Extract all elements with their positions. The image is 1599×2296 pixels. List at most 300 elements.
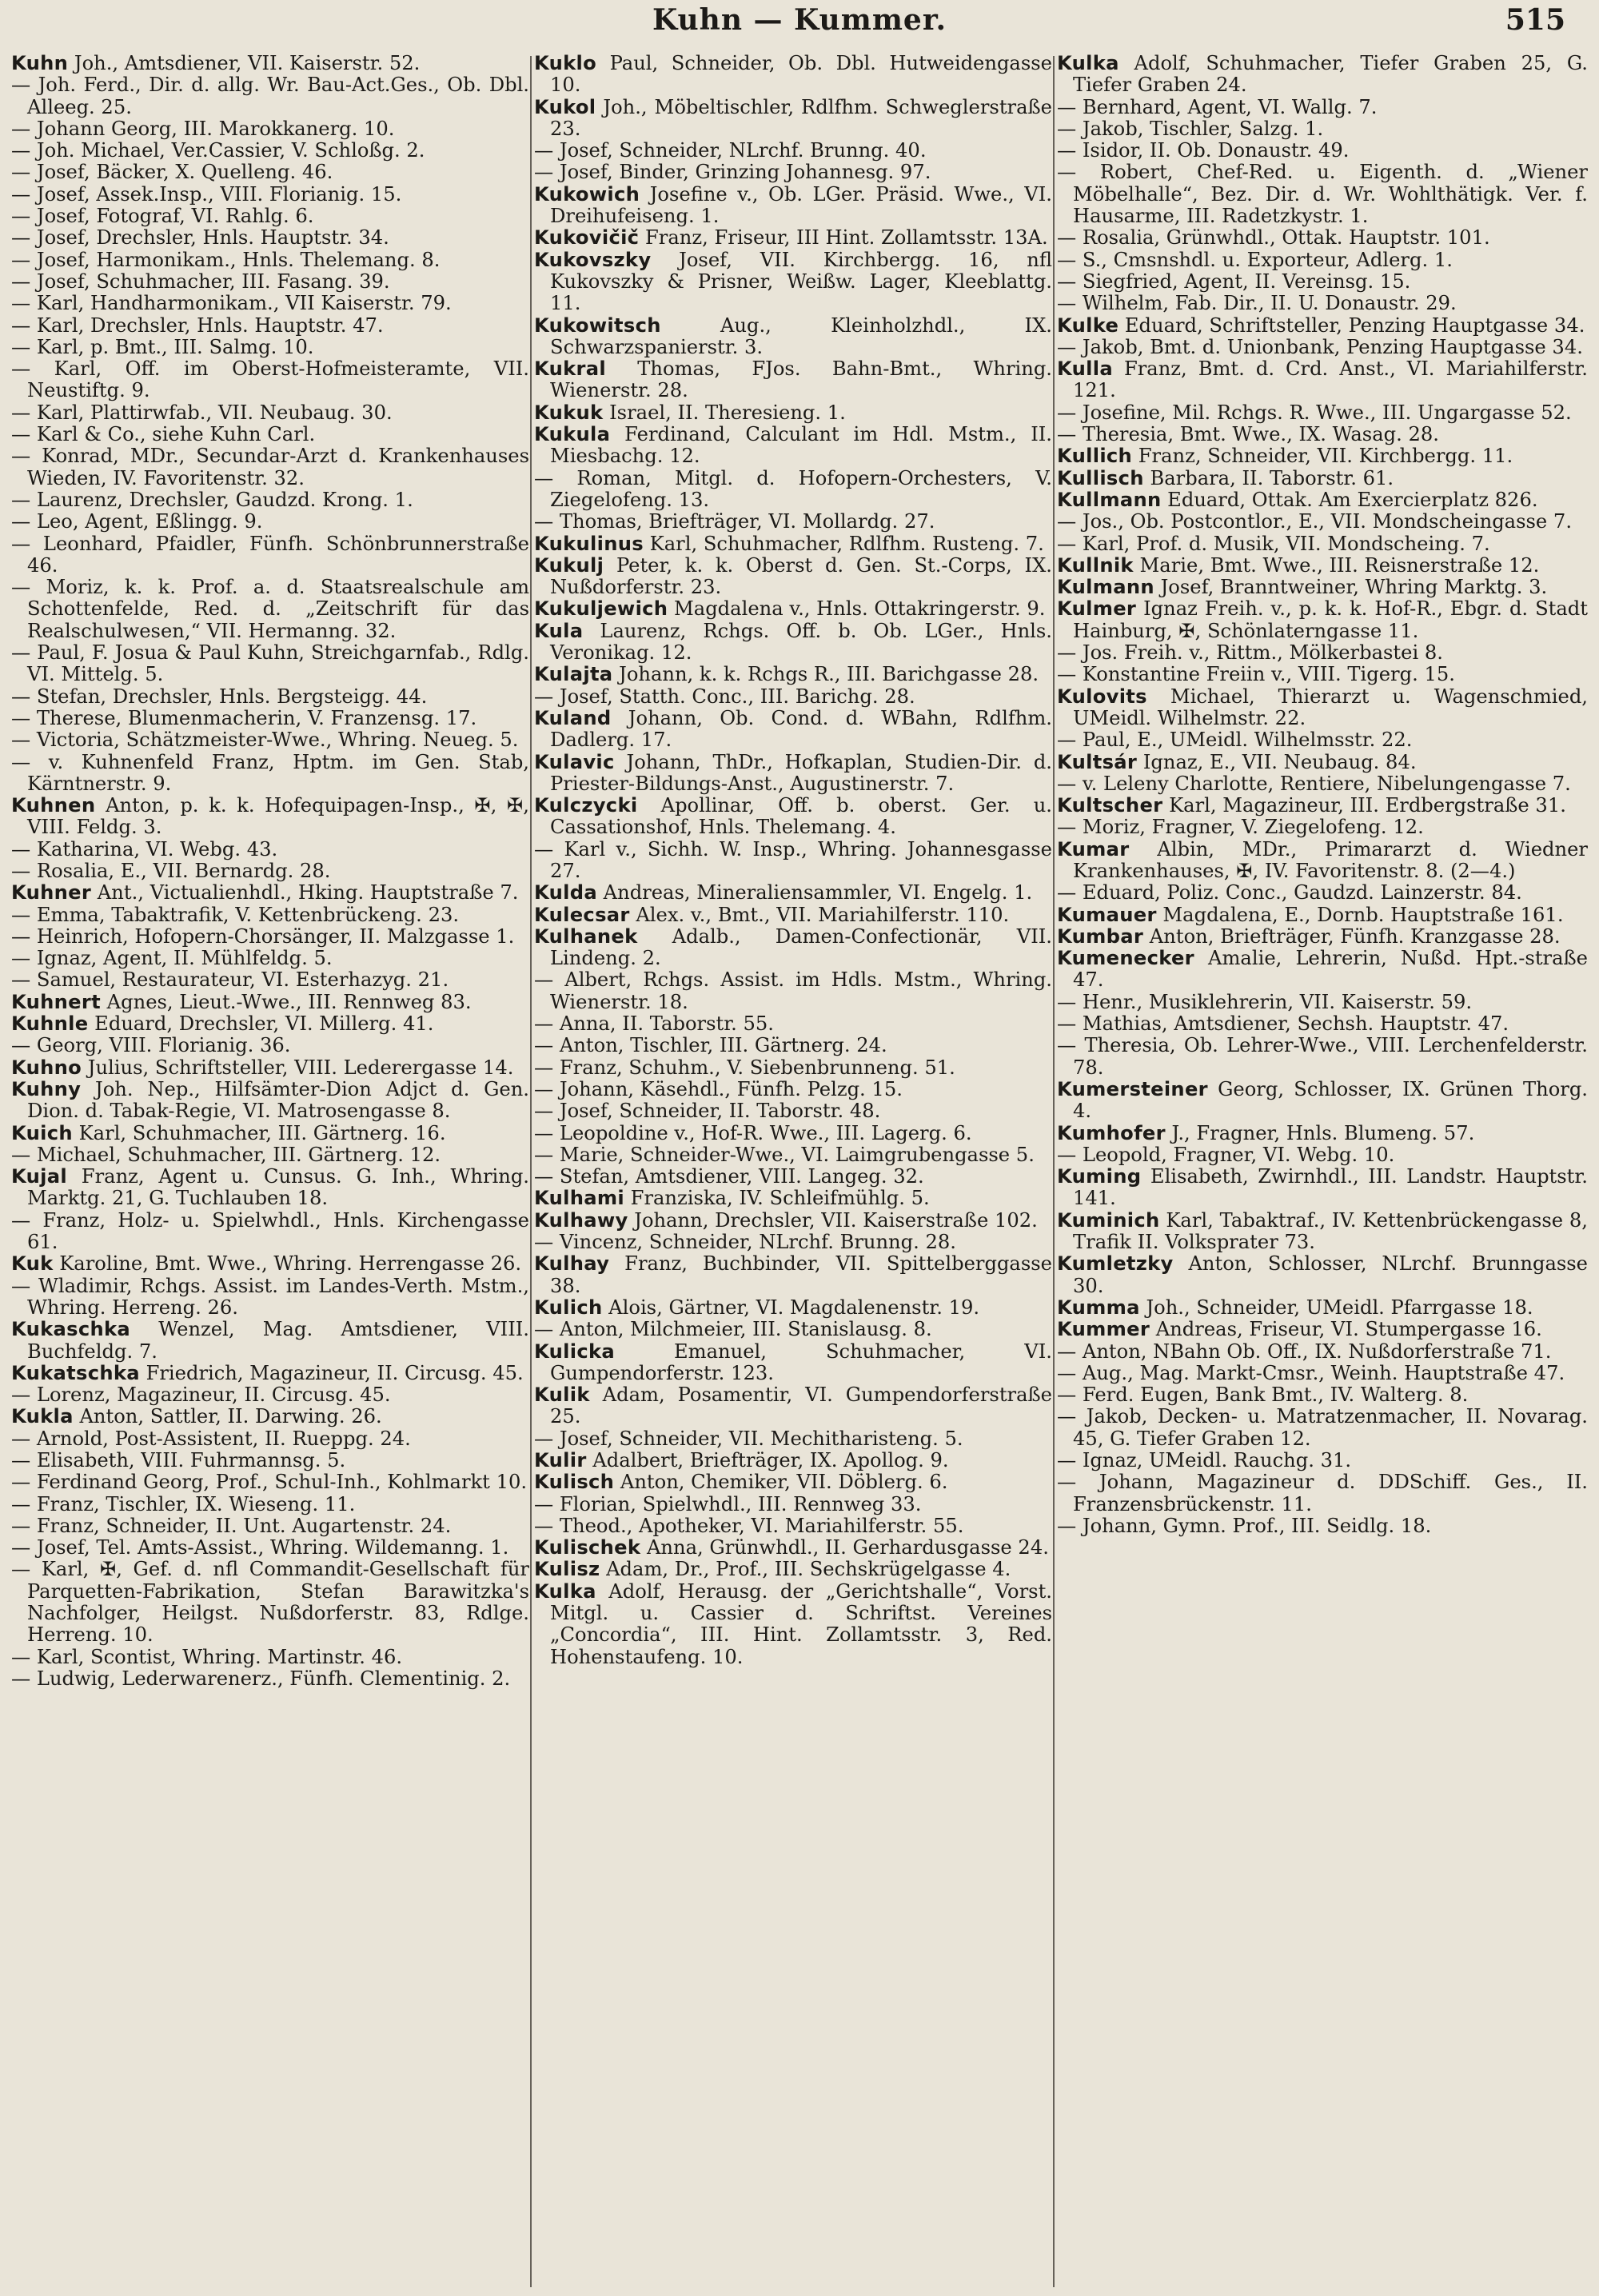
entry-text: Israel, II. Theresieng. 1. — [603, 401, 846, 424]
directory-entry — [534, 1210, 1052, 1232]
directory-entry — [11, 206, 529, 227]
entry-surname: Kulmer — [1057, 597, 1137, 621]
directory-entry — [11, 424, 529, 445]
directory-entry — [11, 926, 529, 948]
directory-entry — [11, 250, 529, 271]
directory-entry — [534, 1123, 1052, 1144]
directory-entry — [534, 140, 1052, 162]
directory-entry — [534, 882, 1052, 904]
directory-entry — [1057, 992, 1588, 1013]
directory-entry — [534, 1297, 1052, 1319]
entry-text: — Josef, Assek.Insp., VIII. Florianig. 15. — [11, 182, 402, 206]
entry-surname: Kukla — [11, 1405, 74, 1428]
entry-surname: Kulda — [534, 881, 597, 904]
entry-text: — v. Leleny Charlotte, Rentiere, Nibelungengasse 7. — [1057, 772, 1571, 795]
directory-entry — [1057, 1406, 1588, 1450]
entry-text: — Aug., Mag. Markt-Cmsr., Weinh. Hauptstraße 47. — [1057, 1361, 1565, 1384]
entry-text: Franziska, IV. Schleifmühlg. 5. — [624, 1187, 930, 1210]
directory-entry — [11, 795, 529, 839]
entry-text: — Leonhard, Pfaidler, Fünfh. Schönbrunnerstraße 46. — [11, 532, 529, 577]
directory-entry — [1057, 1384, 1588, 1406]
entry-surname: Kuhn — [11, 53, 69, 74]
entry-text: Wenzel, Mag. Amtsdiener, VIII. Buchfeldg. 7. — [27, 1318, 529, 1363]
entry-text: Andreas, Mineraliensammler, VI. Engelg. 1. — [596, 881, 1033, 904]
entry-text: — Leopold, Fragner, VI. Webg. 10. — [1057, 1143, 1395, 1166]
directory-entry — [1057, 271, 1588, 293]
entry-text: Friedrich, Magazineur, II. Circusg. 45. — [139, 1361, 524, 1384]
entry-text: — Karl, Off. im Oberst-Hofmeisteramte, VII. Neustiftg. 9. — [11, 357, 529, 402]
entry-text: Adalb., Damen-Confectionär, VII. Lindeng. 2. — [550, 924, 1052, 970]
directory-entry — [534, 664, 1052, 685]
column-1 — [11, 53, 529, 2292]
entry-text: Franz, Buchbinder, VII. Spittelberggasse 38. — [550, 1252, 1052, 1297]
entry-text: Anton, Schlosser, NLrchf. Brunngasse 30. — [1073, 1252, 1588, 1297]
entry-surname: Kulhami — [534, 1187, 624, 1210]
directory-entry — [1057, 926, 1588, 948]
directory-entry — [534, 1537, 1052, 1559]
entry-text: — Jakob, Tischler, Salzg. 1. — [1057, 117, 1324, 140]
directory-entry — [11, 489, 529, 511]
entry-text: — Joh. Ferd., Dir. d. allg. Wr. Bau-Act.Ges., Ob. Dbl. Alleeg. 25. — [11, 74, 529, 118]
directory-entry — [1057, 1123, 1588, 1144]
entry-surname: Kulhawy — [534, 1208, 628, 1232]
entry-surname: Kulczycki — [534, 794, 638, 817]
directory-entry — [11, 1647, 529, 1668]
directory-entry — [534, 97, 1052, 141]
entry-text: Karl, Schuhmacher, III. Gärtnerg. 16. — [72, 1121, 446, 1144]
directory-entry — [534, 1341, 1052, 1385]
entry-text: — Anton, Tischler, III. Gärtnerg. 24. — [534, 1034, 887, 1057]
directory-entry — [11, 969, 529, 991]
entry-surname: Kuk — [11, 1252, 54, 1276]
entry-text: — Elisabeth, VIII. Fuhrmannsg. 5. — [11, 1449, 346, 1471]
entry-text: Eduard, Drechsler, VI. Millerg. 41. — [88, 1012, 434, 1036]
entry-surname: Kullnik — [1057, 553, 1134, 577]
entry-text: — Wladimir, Rchgs. Assist. im Landes-Verth. Mstm., Whring. Herreng. 26. — [11, 1274, 529, 1319]
entry-text: — Ludwig, Lederwarenerz., Fünfh. Clementinig. 2. — [11, 1667, 511, 1690]
directory-entry — [534, 795, 1052, 839]
entry-text: — Johann, Käsehdl., Fünfh. Pelzg. 15. — [534, 1077, 903, 1100]
directory-entry — [1057, 1166, 1588, 1210]
entry-text: Franz, Schneider, VII. Kirchbergg. 11. — [1132, 445, 1513, 468]
directory-entry — [1057, 1013, 1588, 1035]
directory-entry — [534, 1144, 1052, 1166]
directory-entry — [534, 1035, 1052, 1056]
directory-entry — [534, 424, 1052, 468]
directory-entry — [1057, 445, 1588, 467]
entry-text: J., Fragner, Hnls. Blumeng. 57. — [1165, 1121, 1475, 1144]
directory-entry — [11, 708, 529, 729]
entry-text: — Lorenz, Magazineur, II. Circusg. 45. — [11, 1384, 391, 1407]
entry-surname: Kulavic — [534, 750, 615, 773]
entry-text: Karl, Tabaktraf., IV. Kettenbrückengasse 8, Trafik II. Volksprater 73. — [1073, 1208, 1588, 1254]
entry-surname: Kumenecker — [1057, 947, 1194, 970]
entry-text: — Siegfried, Agent, II. Vereinsg. 15. — [1057, 270, 1411, 293]
directory-entry — [1057, 1319, 1588, 1340]
directory-entry — [1057, 773, 1588, 795]
entry-text: Apollinar, Off. b. oberst. Ger. u. Cassationshof, Hnls. Thelemang. 4. — [550, 794, 1052, 839]
directory-entry — [1057, 227, 1588, 249]
entry-text: — Jos. Freih. v., Rittm., Mölkerbastei 8. — [1057, 641, 1443, 665]
directory-entry — [534, 839, 1052, 883]
entry-surname: Kulisz — [534, 1558, 600, 1581]
directory-entry — [11, 752, 529, 796]
directory-entry — [1057, 337, 1588, 358]
directory-entry — [11, 140, 529, 162]
directory-entry — [534, 1428, 1052, 1450]
entry-text: — Moriz, Fragner, V. Ziegelofeng. 12. — [1057, 816, 1424, 839]
running-head: Kuhn — Kummer. — [652, 3, 947, 37]
entry-text: — Moriz, k. k. Prof. a. d. Staatsrealschule am Schottenfelde, Red. d. „Zeitschrift für das Realschulwesen,“ VII. Hermanng. 32. — [11, 576, 529, 642]
entry-surname: Kullmann — [1057, 488, 1162, 511]
entry-text: Barbara, II. Taborstr. 61. — [1143, 466, 1394, 489]
directory-entry — [11, 1471, 529, 1493]
entry-text: — Johann, Gymn. Prof., III. Seidlg. 18. — [1057, 1514, 1432, 1537]
directory-entry — [534, 358, 1052, 402]
directory-entry — [11, 402, 529, 424]
directory-entry — [1057, 1079, 1588, 1123]
directory-entry — [11, 1319, 529, 1363]
entry-text: Albin, MDr., Primararzt d. Wiedner Krankenhauses, ✠, IV. Favoritenstr. 8. (2—4.) — [1073, 837, 1588, 882]
directory-entry — [1057, 1450, 1588, 1471]
directory-entry — [11, 315, 529, 337]
directory-entry — [11, 358, 529, 402]
entry-text: — Konrad, MDr., Secundar-Arzt d. Krankenhauses Wieden, IV. Favoritenstr. 32. — [11, 445, 529, 489]
entry-text: Ferdinand, Calculant im Hdl. Mstm., II. Miesbachg. 12. — [550, 423, 1052, 468]
entry-text: — Karl v., Sichh. W. Insp., Whring. Johannesgasse 27. — [534, 837, 1052, 882]
entry-text: — Stefan, Amtsdiener, VIII. Langeg. 32. — [534, 1165, 924, 1188]
directory-entry — [1057, 817, 1588, 838]
directory-entry — [1057, 358, 1588, 402]
entry-text: — Josef, Schneider, NLrchf. Brunng. 40. — [534, 139, 927, 162]
entry-text: — Anna, II. Taborstr. 55. — [534, 1012, 774, 1036]
entry-text: — Katharina, VI. Webg. 43. — [11, 837, 278, 861]
directory-entry — [11, 1406, 529, 1428]
entry-surname: Kulicka — [534, 1340, 615, 1363]
directory-entry — [534, 315, 1052, 359]
directory-entry — [534, 468, 1052, 512]
directory-entry — [1057, 598, 1588, 642]
directory-entry — [11, 1079, 529, 1123]
entry-text: — Johann, Magazineur d. DDSchiff. Ges., II. Franzensbrückenstr. 11. — [1057, 1471, 1588, 1515]
directory-entry — [11, 533, 529, 577]
directory-entry — [534, 1319, 1052, 1340]
directory-entry — [1057, 424, 1588, 445]
entry-text: — Isidor, II. Ob. Donaustr. 49. — [1057, 139, 1350, 162]
entry-text: Franz, Friseur, III Hint. Zollamtsstr. 13A. — [639, 226, 1048, 250]
directory-entry — [11, 729, 529, 751]
directory-entry — [11, 337, 529, 358]
page-header — [0, 0, 1599, 48]
entry-text: — Joh. Michael, Ver.Cassier, V. Schloßg. 2. — [11, 139, 425, 162]
entry-text: — Roman, Mitgl. d. Hofopern-Orchesters, V. Ziegelofeng. 13. — [534, 466, 1052, 511]
directory-entry — [11, 1144, 529, 1166]
entry-text: — Paul, E., UMeidl. Wilhelmsstr. 22. — [1057, 729, 1413, 752]
entry-surname: Kumletzky — [1057, 1252, 1174, 1276]
directory-entry — [1057, 1341, 1588, 1363]
entry-surname: Kulajta — [534, 663, 613, 686]
entry-surname: Kukuk — [534, 401, 604, 424]
entry-surname: Kukaschka — [11, 1318, 131, 1341]
directory-entry — [11, 74, 529, 118]
entry-text: Josef, Branntweiner, Whring Marktg. 3. — [1154, 576, 1548, 599]
entry-text: Elisabeth, Zwirnhdl., III. Landstr. Hauptstr. 141. — [1073, 1165, 1588, 1210]
entry-text: Johann, k. k. Rchgs R., III. Barichgasse 28. — [612, 663, 1039, 686]
entry-text: — Theresia, Bmt. Wwe., IX. Wasag. 28. — [1057, 423, 1439, 446]
entry-text: — Josefine, Mil. Rchgs. R. Wwe., III. Ungargasse 52. — [1057, 401, 1572, 424]
entry-surname: Kummer — [1057, 1318, 1150, 1341]
directory-entry — [11, 1384, 529, 1406]
entry-surname: Kulischek — [534, 1536, 641, 1559]
entry-text: Franz, Agent u. Cunsus. G. Inh., Whring. Marktg. 21, G. Tuchlauben 18. — [27, 1165, 529, 1210]
directory-entry — [1057, 795, 1588, 817]
column-2 — [534, 53, 1052, 2292]
entry-text: Franz, Bmt. d. Crd. Anst., VI. Mariahilferstr. 121. — [1073, 357, 1588, 402]
entry-text: — Ignaz, Agent, II. Mühlfeldg. 5. — [11, 947, 333, 970]
entry-text: Eduard, Schriftsteller, Penzing Hauptgasse 34. — [1119, 313, 1585, 337]
entry-text: — Anton, Milchmeier, III. Stanislausg. 8. — [534, 1318, 932, 1341]
entry-surname: Kuminich — [1057, 1208, 1160, 1232]
entry-surname: Kujal — [11, 1165, 67, 1188]
directory-entry — [1057, 118, 1588, 140]
entry-text: Emanuel, Schuhmacher, VI. Gumpendorferstr. 123. — [550, 1340, 1052, 1384]
entry-text: — Josef, Binder, Grinzing Johannesg. 97. — [534, 161, 931, 184]
entry-text: — Konstantine Freiin v., VIII. Tigerg. 15. — [1057, 663, 1455, 686]
entry-text: — Karl, Handharmonikam., VII Kaiserstr. 79. — [11, 292, 452, 315]
directory-entry — [11, 1363, 529, 1384]
directory-entry — [534, 1515, 1052, 1537]
directory-entry — [11, 1276, 529, 1320]
entry-text: — Mathias, Amtsdiener, Sechsh. Hauptstr. 47. — [1057, 1012, 1509, 1036]
entry-text: Eduard, Ottak. Am Exercierplatz 826. — [1161, 488, 1538, 511]
directory-entry — [1057, 577, 1588, 598]
directory-entry — [1057, 1253, 1588, 1297]
entry-surname: Kukowitsch — [534, 313, 661, 337]
entry-text: Josef, VII. Kirchbergg. 16, nfl Kukovszky & Prisner, Weißw. Lager, Kleeblattg. 11. — [550, 248, 1052, 315]
entry-text: — Anton, NBahn Ob. Off., IX. Nußdorferstraße 71. — [1057, 1340, 1552, 1363]
entry-text: — Johann Georg, III. Marokkanerg. 10. — [11, 117, 395, 140]
directory-entry — [534, 1450, 1052, 1471]
directory-entry — [534, 1253, 1052, 1297]
entry-text: — Josef, Bäcker, X. Quelleng. 46. — [11, 161, 333, 184]
directory-entry — [534, 904, 1052, 926]
entry-text: Ant., Victualienhdl., Hking. Hauptstraße 7. — [91, 881, 519, 904]
directory-entry — [534, 250, 1052, 315]
entry-surname: Kula — [534, 619, 584, 642]
entry-surname: Kulmann — [1057, 576, 1154, 599]
entry-text: Ignaz Freih. v., p. k. k. Hof-R., Ebgr. d. Stadt Hainburg, ✠, Schönlaterngasse 11. — [1073, 597, 1588, 642]
entry-surname: Kuhny — [11, 1077, 82, 1100]
entry-text: — Victoria, Schätzmeister-Wwe., Whring. Neueg. 5. — [11, 729, 519, 752]
entry-surname: Kulka — [534, 1579, 596, 1603]
directory-entry — [11, 53, 529, 74]
directory-entry — [11, 1057, 529, 1079]
entry-surname: Kumhofer — [1057, 1121, 1166, 1144]
directory-entry — [1057, 53, 1588, 97]
entry-surname: Kumma — [1057, 1296, 1140, 1319]
entry-text: — Leo, Agent, Eßlingg. 9. — [11, 510, 263, 533]
entry-text: — Rosalia, Grünwhdl., Ottak. Hauptstr. 101. — [1057, 226, 1490, 250]
entry-surname: Kuhnert — [11, 990, 101, 1013]
directory-entry — [11, 1515, 529, 1537]
entry-surname: Kumar — [1057, 837, 1130, 861]
directory-entry — [534, 1188, 1052, 1209]
directory-entry — [11, 1210, 529, 1254]
entry-surname: Kulhay — [534, 1252, 610, 1276]
directory-entry — [11, 1537, 529, 1559]
directory-entry — [11, 577, 529, 642]
entry-text: Andreas, Friseur, VI. Stumpergasse 16. — [1150, 1318, 1542, 1341]
entry-text: — Marie, Schneider-Wwe., VI. Laimgrubengasse 5. — [534, 1143, 1035, 1166]
directory-entry — [534, 162, 1052, 183]
directory-entry — [1057, 402, 1588, 424]
directory-entry — [1057, 293, 1588, 314]
entry-text: Anton, Chemiker, VII. Döblerg. 6. — [614, 1471, 948, 1494]
directory-entry — [534, 1559, 1052, 1580]
entry-text: — Vincenz, Schneider, NLrchf. Brunng. 28. — [534, 1231, 956, 1254]
entry-surname: Kumersteiner — [1057, 1077, 1208, 1100]
entry-text: Karoline, Bmt. Wwe., Whring. Herrengasse 26. — [53, 1252, 522, 1276]
directory-entry — [534, 533, 1052, 555]
directory-entry — [11, 511, 529, 533]
entry-surname: Kulich — [534, 1296, 603, 1319]
entry-text: — Josef, Statth. Conc., III. Barichg. 28. — [534, 685, 915, 708]
entry-text: — Georg, VIII. Florianig. 36. — [11, 1034, 291, 1057]
entry-surname: Kulla — [1057, 357, 1113, 381]
directory-entry — [1057, 140, 1588, 162]
directory-entry — [11, 948, 529, 969]
entry-text: — Josef, Schuhmacher, III. Fasang. 39. — [11, 270, 390, 293]
entry-text: Adolf, Schuhmacher, Tiefer Graben 25, G. Tiefer Graben 24. — [1073, 53, 1588, 97]
directory-columns — [11, 53, 1593, 2292]
entry-text: — Karl, ✠, Gef. d. nfl Commandit-Gesellschaft für Parquetten-Fabrikation, Stefan Barawitzka's Nachfolger, Heilgst. Nußdorferstr. 83, Rdlge. Herreng. 10. — [11, 1558, 529, 1647]
directory-entry — [534, 598, 1052, 620]
entry-text: — Karl, Scontist, Whring. Martinstr. 46. — [11, 1645, 403, 1668]
entry-text: — Heinrich, Hofopern-Chorsänger, II. Malzgasse 1. — [11, 924, 515, 948]
directory-entry — [1057, 1515, 1588, 1537]
entry-surname: Kultscher — [1057, 794, 1163, 817]
entry-surname: Kukulj — [534, 553, 604, 577]
directory-entry — [1057, 948, 1588, 992]
entry-text: Georg, Schlosser, IX. Grünen Thorg. 4. — [1073, 1077, 1588, 1123]
directory-entry — [11, 1450, 529, 1471]
directory-entry — [11, 1123, 529, 1144]
entry-text: — Ferdinand Georg, Prof., Schul-Inh., Kohlmarkt 10. — [11, 1471, 528, 1494]
directory-entry — [11, 227, 529, 249]
directory-entry — [1057, 1144, 1588, 1166]
directory-entry — [11, 1494, 529, 1515]
entry-surname: Kuland — [534, 706, 612, 729]
directory-entry — [1057, 1471, 1588, 1515]
directory-entry — [534, 969, 1052, 1013]
entry-text: — Franz, Holz- u. Spielwhdl., Hnls. Kirchengasse 61. — [11, 1208, 529, 1254]
entry-text: — S., Cmsnshdl. u. Exporteur, Adlerg. 1. — [1057, 248, 1453, 271]
directory-entry — [534, 1166, 1052, 1188]
entry-surname: Kukol — [534, 95, 596, 118]
entry-surname: Kullich — [1057, 445, 1133, 468]
directory-entry — [1057, 162, 1588, 227]
entry-surname: Kuming — [1057, 1165, 1142, 1188]
directory-entry — [1057, 1035, 1588, 1079]
entry-surname: Kukuljewich — [534, 597, 668, 621]
entry-surname: Kultsár — [1057, 750, 1138, 773]
entry-text: — Albert, Rchgs. Assist. im Hdls. Mstm., Whring. Wienerstr. 18. — [534, 968, 1052, 1013]
directory-entry — [1057, 533, 1588, 555]
entry-text: — Eduard, Poliz. Conc., Gaudzd. Lainzerstr. 84. — [1057, 881, 1522, 904]
directory-entry — [1057, 250, 1588, 271]
entry-text: Karl, Magazineur, III. Erdbergstraße 31. — [1162, 794, 1566, 817]
entry-text: — Michael, Schuhmacher, III. Gärtnerg. 12. — [11, 1143, 441, 1166]
directory-entry — [11, 445, 529, 489]
directory-entry — [534, 1494, 1052, 1515]
entry-text: — v. Kuhnenfeld Franz, Hptm. im Gen. Stab, Kärntnerstr. 9. — [11, 750, 529, 795]
directory-entry — [534, 1057, 1052, 1079]
directory-entry — [534, 708, 1052, 752]
directory-entry — [11, 686, 529, 708]
directory-entry — [1057, 1297, 1588, 1319]
entry-text: — Robert, Chef-Red. u. Eigenth. d. „Wiener Möbelhalle“, Bez. Dir. d. Wr. Wohlthätigk. Ver. f. Hausarme, III. Radetzkystr. 1. — [1057, 161, 1588, 228]
entry-text: Johann, Drechsler, VII. Kaiserstraße 102. — [628, 1208, 1038, 1232]
directory-entry — [11, 162, 529, 183]
entry-surname: Kukral — [534, 357, 606, 381]
entry-surname: Kukowich — [534, 182, 640, 206]
directory-entry — [534, 402, 1052, 424]
directory-entry — [534, 926, 1052, 970]
directory-entry — [11, 271, 529, 293]
entry-text: Anna, Grünwhdl., II. Gerhardusgasse 24. — [640, 1536, 1049, 1559]
entry-surname: Kukula — [534, 423, 611, 446]
entry-text: Johann, Ob. Cond. d. WBahn, Rdlfhm. Dadlerg. 17. — [550, 706, 1052, 752]
directory-entry — [11, 992, 529, 1013]
entry-text: Thomas, FJos. Bahn-Bmt., Whring. Wienerstr. 28. — [550, 357, 1052, 402]
directory-entry — [11, 1668, 529, 1690]
entry-surname: Kulke — [1057, 313, 1119, 337]
entry-text: Agnes, Lieut.-Wwe., III. Rennweg 83. — [100, 990, 472, 1013]
entry-text: Anton, Briefträger, Fünfh. Kranzgasse 28. — [1143, 924, 1561, 948]
directory-entry — [1057, 664, 1588, 685]
entry-surname: Kulir — [534, 1449, 587, 1471]
entry-surname: Kumbar — [1057, 924, 1144, 948]
entry-text: Marie, Bmt. Wwe., III. Reisnerstraße 12. — [1133, 553, 1540, 577]
entry-text: — Karl, Plattirwfab., VII. Neubaug. 30. — [11, 401, 393, 424]
directory-entry — [534, 1100, 1052, 1122]
directory-entry — [1057, 468, 1588, 489]
directory-entry — [11, 1253, 529, 1275]
entry-surname: Kulka — [1057, 53, 1119, 74]
entry-text: — Emma, Tabaktrafik, V. Kettenbrückeng. 23. — [11, 903, 460, 926]
directory-entry — [11, 184, 529, 206]
entry-text: Johann, ThDr., Hofkaplan, Studien-Dir. d. Priester-Bildungs-Anst., Augustinerstr. 7. — [550, 750, 1052, 795]
entry-text: — Josef, Schneider, VII. Mechitharisteng. 5. — [534, 1427, 963, 1450]
directory-entry — [1057, 752, 1588, 773]
entry-text: — Franz, Schneider, II. Unt. Augartenstr. 24. — [11, 1514, 452, 1537]
entry-text: — Jakob, Decken- u. Matratzenmacher, II. Novarag. 45, G. Tiefer Graben 12. — [1057, 1405, 1588, 1450]
entry-text: Peter, k. k. Oberst d. Gen. St.-Corps, IX. Nußdorferstr. 23. — [550, 553, 1052, 599]
entry-text: Laurenz, Rchgs. Off. b. Ob. LGer., Hnls. Veronikag. 12. — [550, 619, 1052, 665]
entry-text: Julius, Schriftsteller, VIII. Lederergasse 14. — [82, 1056, 514, 1079]
entry-text: — Wilhelm, Fab. Dir., II. U. Donaustr. 29. — [1057, 292, 1457, 315]
directory-entry — [1057, 839, 1588, 883]
entry-text: Paul, Schneider, Ob. Dbl. Hutweidengasse 10. — [550, 53, 1052, 97]
directory-entry — [534, 752, 1052, 796]
directory-entry — [11, 1035, 529, 1056]
entry-text: — Florian, Spielwhdl., III. Rennweg 33. — [534, 1492, 922, 1515]
entry-text: — Jakob, Bmt. d. Unionbank, Penzing Hauptgasse 34. — [1057, 335, 1583, 358]
entry-text: — Franz, Tischler, IX. Wieseng. 11. — [11, 1492, 356, 1515]
directory-entry — [534, 1384, 1052, 1428]
entry-text: Joh. Nep., Hilfsämter-Dion Adjct d. Gen. Dion. d. Tabak-Regie, VI. Matrosengasse 8. — [27, 1077, 529, 1123]
entry-text: — Ferd. Eugen, Bank Bmt., IV. Walterg. 8. — [1057, 1384, 1469, 1407]
